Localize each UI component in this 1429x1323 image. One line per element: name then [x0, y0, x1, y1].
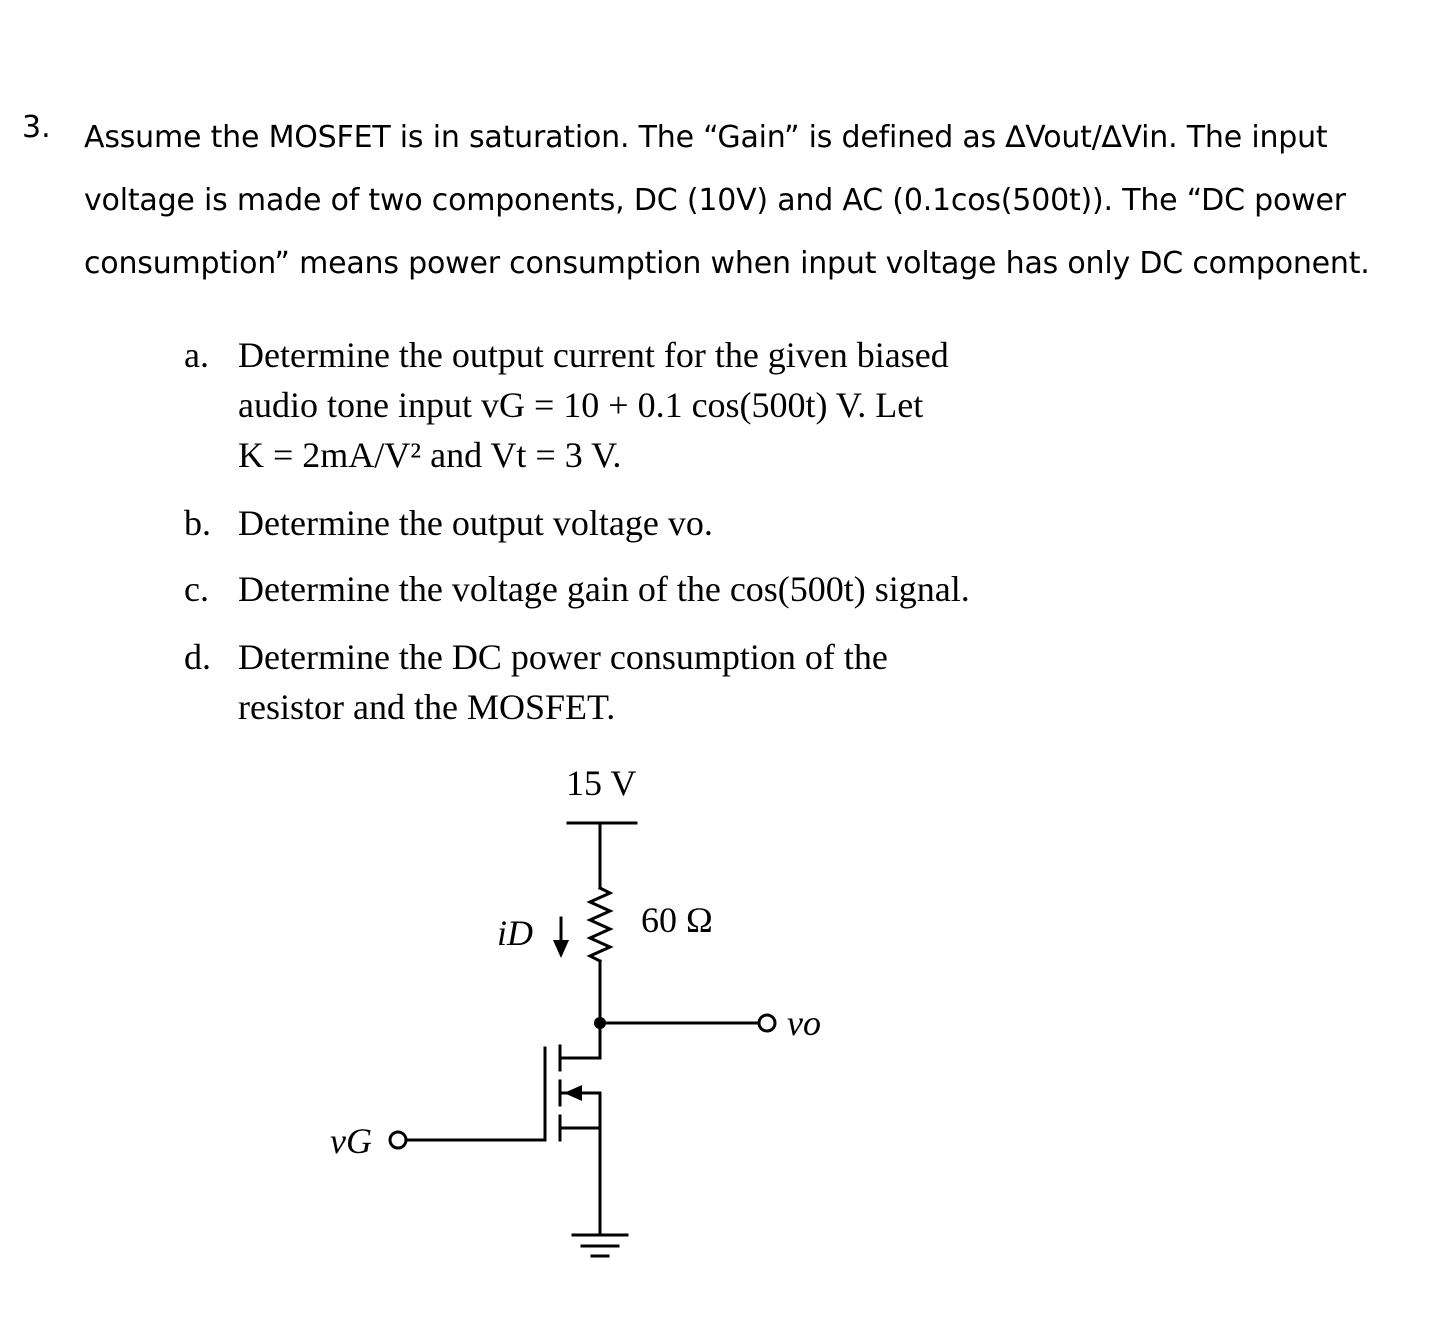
part-letter: d. — [184, 637, 211, 677]
current-arrowhead — [553, 940, 569, 958]
intro-line: Assume the MOSFET is in saturation. The “Gain” is defined as ∆Vout/∆Vin. The input — [84, 120, 1328, 155]
part-line: Determine the output current for the given biased — [238, 335, 949, 375]
supply-voltage-label: 15 V — [566, 763, 637, 803]
part-line: audio tone input vG = 10 + 0.1 cos(500t) V. Let — [238, 385, 924, 425]
input-terminal — [390, 1132, 406, 1148]
resistor — [590, 888, 610, 961]
part-line: resistor and the MOSFET. — [238, 687, 616, 727]
part-line: Determine the voltage gain of the cos(500t) signal. — [238, 569, 970, 609]
input-voltage-label: vG — [330, 1121, 372, 1161]
drain-current-label: iD — [497, 913, 533, 953]
part-line: K = 2mA/V² and Vt = 3 V. — [238, 435, 622, 475]
resistor-label: 60 Ω — [641, 900, 713, 940]
drain-node — [594, 1017, 606, 1029]
part-letter: a. — [184, 335, 209, 375]
intro-line: voltage is made of two components, DC (10V) and AC (0.1cos(500t)). The “DC power — [84, 183, 1346, 218]
intro-line: consumption” means power consumption when input voltage has only DC component. — [84, 246, 1370, 281]
body-arrowhead — [564, 1085, 582, 1101]
part-line: Determine the output voltage vo. — [238, 503, 713, 543]
part-letter: b. — [184, 503, 211, 543]
part-line: Determine the DC power consumption of the — [238, 637, 888, 677]
output-voltage-label: vo — [787, 1003, 821, 1043]
output-terminal — [759, 1015, 775, 1031]
part-letter: c. — [184, 569, 209, 609]
problem-number: 3. — [22, 110, 51, 145]
